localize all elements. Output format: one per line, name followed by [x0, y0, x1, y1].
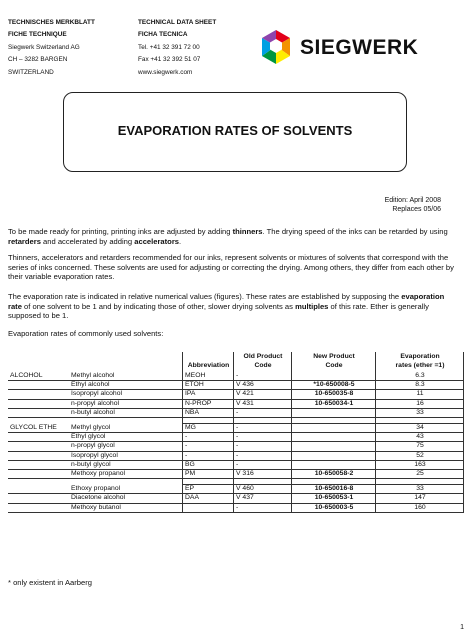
row-evaporation-rate: 163: [376, 460, 464, 469]
row-solvent-name: Ethyl alcohol: [69, 381, 183, 390]
table-row: [8, 408, 464, 417]
row-abbreviation: BG: [183, 460, 234, 469]
text-run: of one solvent to be 1 and by indicating those of other, slower drying solvents as: [21, 301, 296, 311]
row-evaporation-rate: 11: [376, 390, 464, 399]
row-abbreviation: IPA: [183, 390, 234, 399]
row-evaporation-rate: 25: [376, 470, 464, 479]
document-title: EVAPORATION RATES OF SOLVENTS: [117, 123, 353, 138]
row-abbreviation: N-PROP: [183, 399, 234, 408]
table-row: [8, 399, 464, 408]
row-old-code: V 316: [234, 470, 292, 479]
text-run: . The drying speed of the inks can be retarded by using: [262, 227, 448, 236]
row-solvent-name: Methoxy butanol: [69, 503, 183, 512]
row-abbreviation: MG: [183, 424, 234, 433]
header-label-en: TECHNICAL DATA SHEET: [138, 19, 217, 26]
table-row: [8, 424, 464, 433]
header-company-block: [8, 17, 95, 79]
row-abbreviation: -: [183, 451, 234, 460]
row-abbreviation: DAA: [183, 494, 234, 503]
row-solvent-name: Methoxy propanol: [69, 470, 183, 479]
evaporation-paragraph: [8, 292, 460, 321]
page-number: 1: [460, 624, 464, 631]
table-row: [8, 381, 464, 390]
row-evaporation-rate: 8.3: [376, 381, 464, 390]
row-new-code: *10-650008-5: [292, 381, 376, 390]
row-solvent-name: Isopropyl glycol: [69, 451, 183, 460]
row-new-code: [292, 372, 376, 381]
row-group: [8, 433, 69, 442]
table-header-row: [8, 352, 464, 372]
row-evaporation-rate: 34: [376, 424, 464, 433]
row-group: GLYCOL ETHE: [8, 424, 69, 433]
row-group: [8, 485, 69, 494]
row-new-code: [292, 442, 376, 451]
row-evaporation-rate: 6.3: [376, 372, 464, 381]
footnote: * only existent in Aarberg: [8, 578, 93, 587]
row-abbreviation: -: [183, 433, 234, 442]
edition-date: Edition: April 2008: [384, 197, 441, 204]
row-solvent-name: Diacetone alcohol: [69, 494, 183, 503]
row-abbreviation: EP: [183, 485, 234, 494]
row-abbreviation: ETOH: [183, 381, 234, 390]
header-label-de: TECHNISCHES MERKBLATT: [8, 19, 95, 26]
row-abbreviation: NBA: [183, 408, 234, 417]
row-abbreviation: -: [183, 442, 234, 451]
row-abbreviation: [183, 503, 234, 512]
logo-wordmark: SIEGWERK: [300, 36, 419, 59]
table-row: [8, 433, 464, 442]
row-old-code: -: [234, 503, 292, 512]
bold-term-retarders: retarders: [8, 236, 41, 246]
row-evaporation-rate: 160: [376, 503, 464, 512]
row-evaporation-rate: 33: [376, 485, 464, 494]
row-group: [8, 381, 69, 390]
row-old-code: -: [234, 408, 292, 417]
table-row: [8, 470, 464, 479]
table-intro: Evaporation rates of commonly used solvents:: [8, 329, 164, 338]
row-new-code: 10-650016-8: [292, 485, 376, 494]
company-phone: Tel. +41 32 391 72 00: [138, 43, 200, 51]
row-group: [8, 390, 69, 399]
row-new-code: 10-650003-5: [292, 503, 376, 512]
table-row: [8, 494, 464, 503]
header-label-es: FICHA TECNICA: [138, 31, 188, 39]
row-abbreviation: PM: [183, 470, 234, 479]
row-group: [8, 494, 69, 503]
row-old-code: -: [234, 442, 292, 451]
edition-replaces: Replaces 05/06: [392, 206, 441, 213]
company-website: www.siegwerk.com: [138, 68, 193, 76]
col-new-code: New Product Code: [292, 352, 376, 372]
row-old-code: V 460: [234, 485, 292, 494]
table-row: [8, 372, 464, 381]
table-row: [8, 390, 464, 399]
company-city: CH – 3282 BARGEN: [8, 56, 68, 64]
row-group: [8, 408, 69, 417]
table-row: [8, 460, 464, 469]
row-solvent-name: Methyl glycol: [69, 424, 183, 433]
row-new-code: [292, 408, 376, 417]
row-old-code: V 437: [234, 494, 292, 503]
table-row: [8, 442, 464, 451]
row-solvent-name: n-propyl glycol: [69, 442, 183, 451]
row-evaporation-rate: 147: [376, 494, 464, 503]
text-run: of this rate. Ether is generally supposed to be 1.: [8, 301, 429, 321]
row-group: [8, 399, 69, 408]
row-solvent-name: Isopropyl alcohol: [69, 390, 183, 399]
row-evaporation-rate: 52: [376, 451, 464, 460]
bold-term-multiples: multiples: [295, 301, 329, 311]
row-new-code: [292, 451, 376, 460]
row-new-code: [292, 424, 376, 433]
col-old-code: Old Product Code: [234, 352, 292, 372]
col-abbreviation: Abbreviation: [183, 352, 234, 372]
row-solvent-name: n-butyl alcohol: [69, 408, 183, 417]
row-group: [8, 503, 69, 512]
row-solvent-name: Methyl alcohol: [69, 372, 183, 381]
row-new-code: [292, 460, 376, 469]
row-old-code: -: [234, 460, 292, 469]
company-name: Siegwerk Switzerland AG: [8, 43, 80, 51]
row-abbreviation: MEOH: [183, 372, 234, 381]
header-contact-block: [138, 17, 216, 79]
row-old-code: -: [234, 424, 292, 433]
row-group: [8, 470, 69, 479]
company-fax: Fax +41 32 392 51 07: [138, 56, 201, 64]
header-label-fr: FICHE TECHNIQUE: [8, 31, 67, 39]
solvents-paragraph: Thinners, accelerators and retarders recommended for our inks, represent solvents or mixtures of solvents that correspond with the series of inks concerned. These solvents are used for adjusting or correcting the drying. Among others, they differ from each other by their variable evaporation rates.: [8, 253, 454, 282]
table-row: [8, 485, 464, 494]
row-evaporation-rate: 16: [376, 399, 464, 408]
text-run: .: [179, 236, 182, 246]
row-group: ALCOHOL: [8, 372, 69, 381]
text-run: The evaporation rate is indicated in relative numerical values (figures). These rates are established by supposing the: [8, 292, 402, 301]
bold-term-thinners: thinners: [232, 227, 263, 236]
row-group: [8, 451, 69, 460]
row-new-code: 10-650034-1: [292, 399, 376, 408]
row-solvent-name: n-propyl alcohol: [69, 399, 183, 408]
row-solvent-name: Ethoxy propanol: [69, 485, 183, 494]
row-new-code: 10-650053-1: [292, 494, 376, 503]
row-old-code: V 431: [234, 399, 292, 408]
table-row: [8, 503, 464, 512]
edition-info: [385, 196, 441, 214]
solvents-table: [8, 352, 464, 513]
table-row: [8, 451, 464, 460]
siegwerk-logo: [258, 28, 468, 74]
row-old-code: -: [234, 451, 292, 460]
row-evaporation-rate: 33: [376, 408, 464, 417]
company-country: SWITZERLAND: [8, 68, 54, 76]
col-evaporation-rate: Evaporation rates (ether =1): [376, 352, 464, 372]
bold-term-accelerators: accelerators: [134, 236, 180, 246]
row-group: [8, 460, 69, 469]
row-solvent-name: Ethyl glycol: [69, 433, 183, 442]
row-old-code: -: [234, 372, 292, 381]
row-group: [8, 442, 69, 451]
row-new-code: [292, 433, 376, 442]
row-new-code: 10-650035-8: [292, 390, 376, 399]
row-evaporation-rate: 75: [376, 442, 464, 451]
row-old-code: -: [234, 433, 292, 442]
row-new-code: 10-650058-2: [292, 470, 376, 479]
text-run: and accelerated by adding: [40, 236, 135, 246]
intro-paragraph: [8, 227, 460, 246]
bold-term-evaporation-rate: evaporation rate: [8, 292, 445, 311]
row-evaporation-rate: 43: [376, 433, 464, 442]
title-box: [63, 92, 407, 172]
row-solvent-name: n-butyl glycol: [69, 460, 183, 469]
text-run: To be made ready for printing, printing inks are adjusted by adding: [8, 227, 233, 236]
row-old-code: V 421: [234, 390, 292, 399]
hexagon-logo-icon: [258, 28, 294, 68]
row-old-code: V 436: [234, 381, 292, 390]
